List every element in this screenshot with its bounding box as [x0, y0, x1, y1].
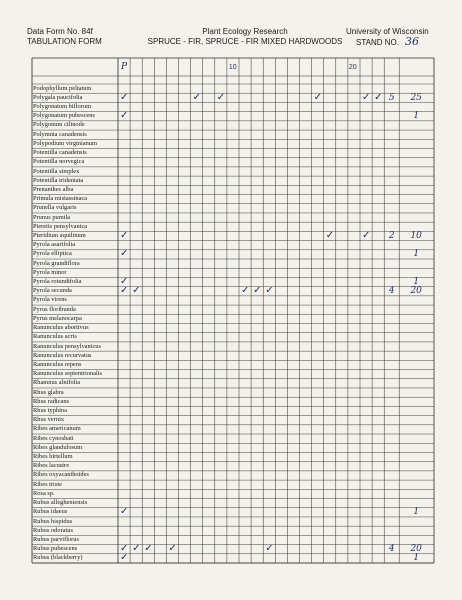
- check-mark: ✓: [192, 91, 201, 103]
- species-name: Pyrola minor: [33, 268, 67, 276]
- species-name: Polymnia canadensis: [33, 130, 87, 138]
- species-name: Pyrus melanocarpa: [33, 314, 82, 322]
- frequency-percent: 20: [410, 544, 422, 555]
- frequency-count: 2: [388, 230, 395, 241]
- check-mark: ✓: [144, 543, 153, 555]
- species-name: Polygonum cilinode: [33, 121, 85, 129]
- check-mark: ✓: [313, 91, 322, 103]
- species-name: Pyrus floribunda: [33, 305, 76, 313]
- species-name: Ribes cynosbati: [33, 434, 74, 442]
- frequency-percent: 1: [413, 111, 420, 122]
- check-mark: ✓: [362, 91, 371, 103]
- column-mark-first: P: [121, 62, 128, 72]
- species-name: Prunella vulgaris: [33, 204, 77, 212]
- species-name: Potentilla simplex: [33, 167, 80, 175]
- check-mark: ✓: [265, 543, 274, 555]
- species-name: Rubus allegheniensis: [33, 499, 88, 507]
- species-name: Ranunculus pensylvanicus: [33, 342, 101, 350]
- check-mark: ✓: [253, 285, 262, 297]
- form-number: Data Form No. 84f: [27, 27, 93, 36]
- species-name: Pyrola virens: [33, 296, 67, 304]
- check-mark: ✓: [120, 543, 129, 555]
- species-name: Rosa sp.: [33, 489, 55, 497]
- species-name: Ribes americanum: [33, 425, 81, 433]
- species-name: Pyrola elliptica: [33, 250, 72, 258]
- species-name: Pyrola asarifolia: [33, 241, 76, 249]
- species-name: Pyrola grandiflora: [33, 259, 80, 267]
- check-mark: ✓: [120, 506, 129, 518]
- frequency-percent: 1: [413, 507, 420, 518]
- forest-type: SPRUCE - FIR, SPRUCE - FIR MIXED HARDWOODS: [147, 37, 343, 46]
- species-name: Rubus parviflorus: [33, 535, 79, 543]
- species-name: Potentilla tridentata: [33, 176, 84, 184]
- species-name: Rubus (blackberry): [33, 554, 83, 562]
- check-mark: ✓: [265, 285, 274, 297]
- check-mark: ✓: [325, 229, 335, 241]
- species-name: Prunus pumila: [33, 213, 71, 221]
- species-name: Potentilla norvegica: [33, 158, 85, 166]
- frequency-percent: 1: [413, 277, 420, 288]
- check-mark: ✓: [241, 285, 250, 297]
- check-mark: ✓: [120, 91, 129, 103]
- species-name: Ribes lacustre: [33, 462, 70, 470]
- check-mark: ✓: [120, 229, 129, 241]
- check-mark: ✓: [120, 285, 129, 297]
- check-mark: ✓: [168, 543, 177, 555]
- frequency-count: 4: [388, 544, 395, 555]
- species-name: Rubus idaeus: [33, 508, 68, 516]
- frequency-percent: 25: [410, 92, 422, 103]
- species-name: Ranunculus abortivus: [33, 324, 89, 332]
- stand-number-value: 36: [404, 35, 419, 48]
- frequency-percent: 1: [413, 553, 420, 564]
- species-name: Ribes glandulosum: [33, 443, 83, 451]
- check-mark: ✓: [132, 285, 141, 297]
- species-name: Ranunculus recurvatus: [33, 351, 92, 359]
- stand-label: STAND NO.: [356, 38, 399, 47]
- check-mark: ✓: [374, 91, 383, 103]
- check-mark: ✓: [216, 91, 226, 103]
- institution-name: University of Wisconsin: [346, 27, 429, 36]
- species-name: Rhus typhina: [33, 407, 67, 414]
- column-mark-tenth: 10: [228, 64, 237, 71]
- check-mark: ✓: [362, 229, 371, 241]
- species-name: Rhus vernix: [33, 416, 65, 424]
- frequency-percent: 10: [410, 230, 422, 241]
- species-name: Potentilla canadensis: [33, 149, 87, 157]
- species-name: Rubus hispidus: [33, 517, 73, 525]
- check-mark: ✓: [120, 110, 129, 122]
- species-name: Polypodium virginianum: [33, 139, 97, 147]
- project-title: Plant Ecology Research: [202, 27, 288, 36]
- species-name: Polygala paucifolia: [33, 93, 83, 101]
- species-name: Rhamnus alnifolia: [33, 379, 81, 387]
- species-name: Ribes triste: [33, 480, 62, 488]
- check-mark: ✓: [120, 552, 129, 564]
- species-name: Prenanthes alba: [33, 185, 74, 193]
- species-name: Rhus glabra: [33, 388, 64, 396]
- frequency-percent: 1: [413, 249, 420, 260]
- species-name: Pyrola rotundifolia: [33, 278, 82, 286]
- frequency-count: 4: [388, 286, 395, 297]
- column-mark-twentieth: 20: [348, 64, 357, 71]
- species-name: Ranunculus acris: [33, 333, 77, 341]
- species-name: Ribes oxyacanthoides: [33, 471, 89, 479]
- species-name: Pteretis pensylvanica: [33, 222, 88, 230]
- species-name: Polygonatum pubescens: [33, 112, 95, 120]
- species-name: Rubus pubescens: [33, 545, 78, 553]
- species-name: Rhus radicans: [33, 397, 70, 405]
- form-title: TABULATION FORM: [27, 37, 102, 46]
- frequency-count: 5: [388, 92, 395, 103]
- check-mark: ✓: [120, 276, 129, 288]
- species-name: Pteridium aquilinum: [33, 231, 86, 239]
- species-name: Ranunculus septentrionalis: [33, 370, 103, 378]
- species-name: Ribes hirtellum: [33, 453, 73, 461]
- check-mark: ✓: [132, 543, 141, 555]
- species-name: Primula mistassinaca: [33, 195, 88, 203]
- frequency-percent: 20: [410, 286, 422, 297]
- species-name: Polygonatum biflorum: [33, 103, 92, 111]
- check-mark: ✓: [120, 248, 129, 260]
- species-name: Podophyllum peltatum: [33, 84, 92, 92]
- species-name: Rubus odoratus: [33, 526, 73, 534]
- species-name: Pyrola secunda: [33, 287, 72, 295]
- species-name: Ranunculus repens: [33, 360, 82, 368]
